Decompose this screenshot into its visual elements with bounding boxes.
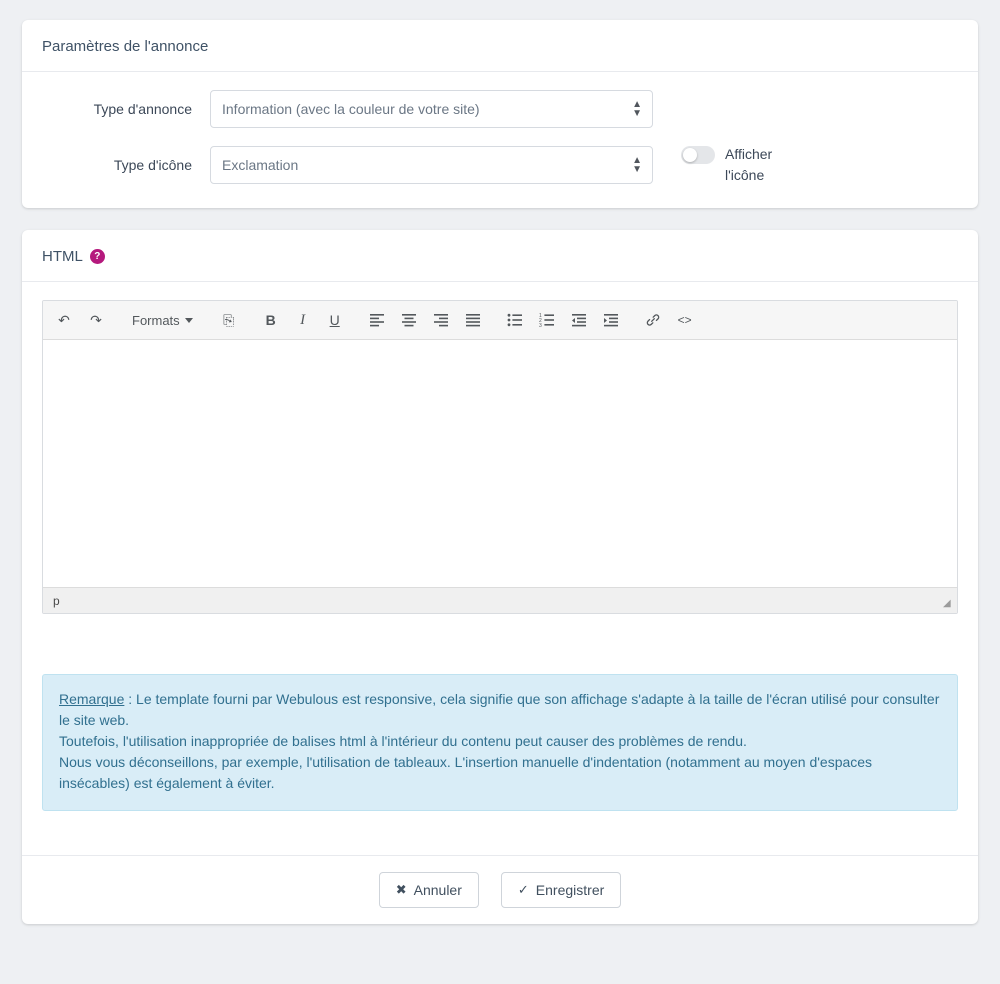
bold-icon[interactable]: B — [256, 306, 286, 334]
html-title-group — [42, 248, 958, 265]
note-line-2: Toutefois, l'utilisation inappropriée de balises html à l'intérieur du contenu peut causer des problèmes de rendu. — [59, 733, 747, 749]
form-actions-footer — [22, 855, 978, 924]
rich-text-editor — [42, 300, 958, 614]
html-card-title: HTML — [42, 248, 83, 265]
cancel-button[interactable] — [379, 872, 479, 908]
announcement-type-row — [42, 90, 958, 128]
indent-icon[interactable] — [596, 306, 626, 334]
announcement-settings-card — [22, 20, 978, 208]
align-left-icon[interactable] — [362, 306, 392, 334]
icon-type-row — [42, 144, 958, 186]
resize-handle-icon[interactable]: ◢ — [943, 598, 951, 609]
link-glyph — [645, 313, 661, 327]
cancel-circle-icon: ✖ — [395, 882, 407, 897]
settings-card-header — [22, 20, 978, 72]
redo-icon[interactable]: ↷ — [81, 306, 111, 334]
paste-icon[interactable]: ⎘ — [214, 306, 244, 334]
html-card-body — [22, 282, 978, 833]
help-icon[interactable]: ? — [90, 249, 105, 264]
source-code-icon[interactable]: <> — [670, 306, 700, 334]
align-justify-glyph — [465, 313, 481, 327]
check-icon: ✓ — [517, 882, 529, 897]
note-line-1: : Le template fourni par Webulous est responsive, cela signifie que son affichage s'adapte à la taille de l'écran utilisé pour consulter le site web. — [59, 691, 940, 728]
editor-toolbar — [43, 301, 957, 340]
toggle-knob — [683, 148, 697, 162]
italic-icon[interactable]: I — [288, 306, 318, 334]
editor-element-path: p — [53, 593, 60, 608]
announcement-type-select-wrap — [210, 90, 653, 128]
align-right-glyph — [433, 313, 449, 327]
select-arrows-icon: ▲ ▼ — [632, 99, 642, 119]
link-icon[interactable] — [638, 306, 668, 334]
settings-card-body — [22, 72, 978, 208]
align-center-glyph — [401, 313, 417, 327]
numbered-list-icon[interactable] — [532, 306, 562, 334]
announcement-type-label: Type d'annonce — [93, 101, 192, 117]
align-left-glyph — [369, 313, 385, 327]
cancel-button-label: Annuler — [413, 882, 462, 898]
save-button-label: Enregistrer — [535, 882, 605, 898]
html-card — [22, 230, 978, 924]
svg-text:3: 3 — [538, 323, 542, 327]
icon-type-label: Type d'icône — [113, 157, 192, 173]
underline-icon[interactable]: U — [320, 306, 350, 334]
note-line-3: Nous vous déconseillons, par exemple, l'utilisation de tableaux. L'insertion manuelle d'indentation (notamment au moyen d'espaces insécables) est également à éviter. — [59, 754, 873, 791]
svg-text:1: 1 — [538, 313, 542, 319]
chevron-down-icon — [185, 318, 193, 323]
outdent-icon[interactable] — [564, 306, 594, 334]
editor-status-bar — [43, 587, 957, 613]
note-lead-label: Remarque — [59, 691, 125, 707]
svg-text:2: 2 — [538, 318, 542, 324]
select-arrows-icon: ▲ ▼ — [632, 155, 642, 175]
note-panel — [42, 674, 958, 811]
align-justify-icon[interactable] — [458, 306, 488, 334]
align-right-icon[interactable] — [426, 306, 456, 334]
numbered-list-glyph — [539, 313, 555, 327]
icon-type-select[interactable] — [210, 146, 653, 184]
show-icon-toggle-group — [681, 144, 841, 186]
icon-type-select-wrap — [210, 146, 653, 184]
indent-glyph — [603, 313, 619, 327]
announcement-type-select[interactable] — [210, 90, 653, 128]
formats-dropdown-button[interactable] — [123, 306, 202, 334]
settings-card-title: Paramètres de l'annonce — [42, 38, 209, 55]
save-button[interactable] — [501, 872, 621, 908]
bullet-list-glyph — [507, 313, 523, 327]
html-card-header — [22, 230, 978, 282]
formats-label: Formats — [132, 312, 180, 328]
editor-content-area[interactable] — [43, 340, 957, 587]
align-center-icon[interactable] — [394, 306, 424, 334]
show-icon-label: Afficher l'icône — [725, 146, 773, 183]
undo-icon[interactable]: ↶ — [49, 306, 79, 334]
bullet-list-icon[interactable] — [500, 306, 530, 334]
outdent-glyph — [571, 313, 587, 327]
show-icon-toggle[interactable] — [681, 146, 715, 164]
